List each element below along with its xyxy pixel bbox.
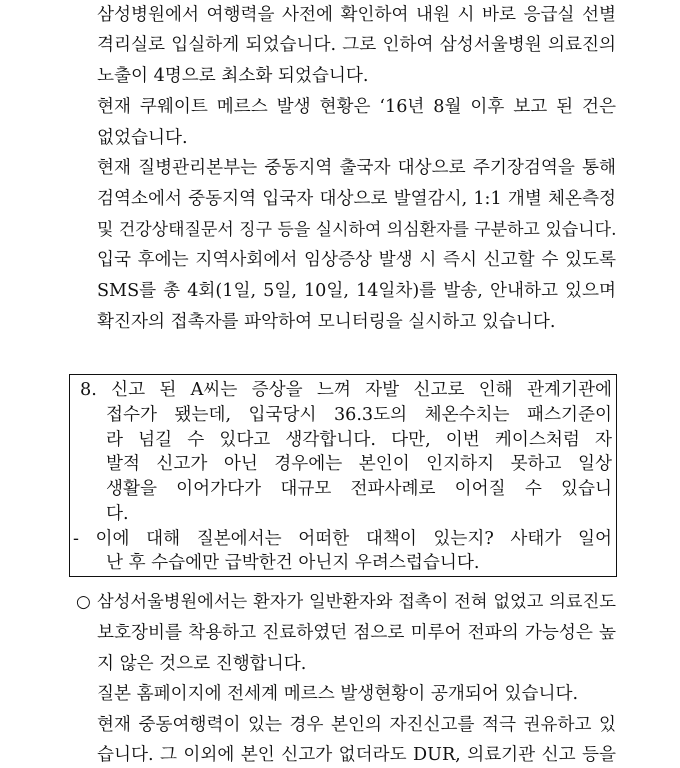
question-line: 난 후 수습에만 급박한건 아닌지 우려스럽습니다. — [106, 553, 480, 573]
paragraph-line: 없었습니다. — [97, 128, 188, 148]
answer-line: 지 않은 것으로 진행합니다. — [97, 654, 307, 674]
paragraph-line: 입국 후에는 지역사회에서 임상증상 발생 시 즉시 신고할 수 있도록 — [97, 250, 616, 270]
paragraph-line: 확진자의 접촉자를 파악하여 모니터링을 실시하고 있습니다. — [97, 312, 556, 332]
question-line: 생활을 이어가다가 대규모 전파사례로 이어질 수 있습니 — [106, 479, 612, 499]
answer-line: 보호장비를 착용하고 진료하였던 점으로 미루어 전파의 가능성은 높 — [97, 623, 616, 643]
question-line: - 이에 대해 질본에서는 어떠한 대책이 있는지? 사태가 일어 — [73, 529, 612, 549]
paragraph-line: 격리실로 입실하게 되었습니다. 그로 인하여 삼성서울병원 의료진의 — [97, 35, 616, 55]
question-line: 접수가 됐는데, 입국당시 36.3도의 체온수치는 패스기준이 — [106, 405, 612, 425]
answer-line: 현재 중동여행력이 있는 경우 본인의 자진신고를 적극 권유하고 있 — [97, 715, 616, 735]
question-line: 라 넘길 수 있다고 생각합니다. 다만, 이번 케이스처럼 자 — [106, 430, 612, 450]
paragraph-line: 현재 질병관리본부는 중동지역 출국자 대상으로 주기장검역을 통해 — [97, 158, 616, 178]
paragraph-line: 검역소에서 중동지역 입국자 대상으로 발열감시, 1:1 개별 체온측정 — [97, 189, 616, 209]
answer-line: 삼성서울병원에서는 환자가 일반환자와 접촉이 전혀 없었고 의료진도 — [97, 592, 616, 612]
question-line: 발적 신고가 아닌 경우에는 본인이 인지하지 못하고 일상 — [106, 454, 612, 474]
question-line: 8. 신고 된 A씨는 증상을 느껴 자발 신고로 인해 관계기관에 — [80, 380, 612, 400]
paragraph-line: 및 건강상태질문서 징구 등을 실시하여 의심환자를 구분하고 있습니다. — [97, 220, 616, 240]
question-line: 다. — [106, 504, 129, 524]
paragraph-line: 삼성병원에서 여행력을 사전에 확인하여 내원 시 바로 응급실 선별 — [97, 5, 616, 25]
circle-bullet-icon: ○ — [76, 592, 91, 612]
answer-line: 습니다. 그 이외에 본인 신고가 없더라도 DUR, 의료기관 신고 등을 — [97, 745, 616, 765]
paragraph-line: SMS를 총 4회(1일, 5일, 10일, 14일차)를 발송, 안내하고 있으며 — [97, 281, 616, 301]
paragraph-line: 노출이 4명으로 최소화 되었습니다. — [97, 66, 369, 86]
answer-line: 질본 홈페이지에 전세계 메르스 발생현황이 공개되어 있습니다. — [97, 684, 579, 704]
paragraph-line: 현재 쿠웨이트 메르스 발생 현황은 ‘16년 8월 이후 보고 된 건은 — [97, 97, 616, 117]
